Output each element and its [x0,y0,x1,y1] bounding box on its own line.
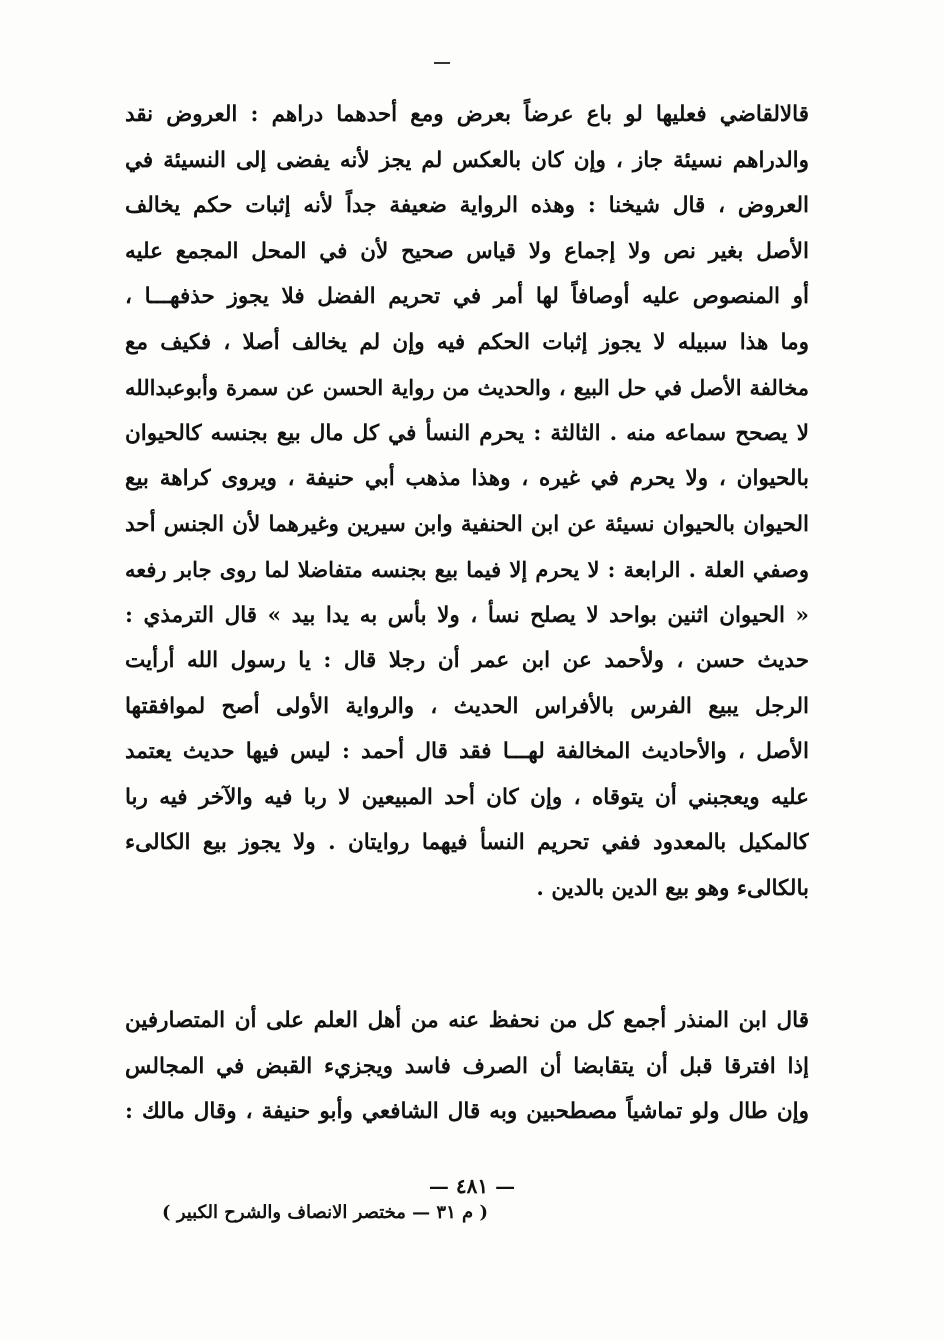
page-number: — ٤٨١ — [428,1174,516,1198]
paragraph-2 [125,998,809,1135]
text-line: والدراهم نسيئة جاز ، وإن كان بالعكس لم يجز لأنه يفضى إلى النسيئة في [125,147,809,173]
text-line: كالمكيل بالمعدود ففي تحريم النسأ فيهما روايتان . ولا يجوز بيع الكالىء [125,830,809,855]
text-line: العروض ، قال شيخنا : وهذه الرواية ضعيفة جداً لأنه إثبات حكم يخالف [125,193,809,218]
text-line: بالكالىء وهو بيع الدين بالدين . [536,875,809,901]
text-line: إذا افترقا قبل أن يتقابضا أن الصرف فاسد ويجزيء القبض في المجالس [125,1053,809,1079]
top-dash-mark [434,62,450,64]
text-line: الحيوان بالحيوان نسيئة عن ابن الحنفية وابن سيرين وغيرهما لأن الجنس أحد [125,511,809,537]
text-line: قال ابن المنذر أجمع كل من نحفظ عنه من أهل العلم على أن المتصارفين [125,1008,809,1033]
text-line: « الحيوان اثنين بواحد لا يصلح نسأ ، ولا بأس به يدا بيد » قال الترمذي : [125,602,809,628]
paragraph-1 [125,92,809,911]
text-line: وما هذا سبيله لا يجوز إثبات الحكم فيه وإن لم يخالف أصلا ، فكيف مع [125,329,809,355]
text-line: قالالقاضي فعليها لو باع عرضاً بعرض ومع أحدهما دراهم : العروض نقد [125,102,809,127]
text-line: أو المنصوص عليه أوصافاً لها أمر في تحريم الفضل فلا يجوز حذفهـــا ، [125,284,809,309]
text-line: لا يصحح سماعه منه . الثالثة : يحرم النسأ في كل مال بيع بجنسه كالحيوان [125,420,809,446]
text-line: الأصل بغير نص ولا إجماع ولا قياس صحيح لأن في المحل المجمع عليه [125,238,809,264]
text-line: بالحيوان ، ولا يحرم في غيره ، وهذا مذهب أبي حنيفة ، ويروى كراهة بيع [125,466,809,491]
text-line: مخالفة الأصل في حل البيع ، والحديث من رواية الحسن عن سمرة وأبوعبدالله [125,375,809,400]
text-line: حديث حسن ، ولأحمد عن ابن عمر أن رجلا قال : يا رسول الله أرأيت [125,648,809,673]
text-line: وإن طال ولو تماشياً مصطحبين وبه قال الشافعي وأبو حنيفة ، وقال مالك : [125,1099,809,1124]
text-line: وصفي العلة . الرابعة : لا يحرم إلا فيما بيع بجنسه متفاضلا لما روى جابر رفعه [125,557,809,582]
text-line: الأصل ، والأحاديث المخالفة لهـــا فقد قال أحمد : ليس فيها حديث يعتمد [125,739,809,764]
text-line: الرجل يبيع الفرس بالأفراس الحديث ، والرواية الأولى أصح لموافقتها [125,693,809,719]
footer-note: ( م ٣١ — مختصر الانصاف والشرح الكبير ) [162,1202,488,1223]
text-line: عليه ويعجبني أن يتوقاه ، وإن كان أحد المبيعين لا ربا فيه والآخر فيه ربا [125,784,809,810]
